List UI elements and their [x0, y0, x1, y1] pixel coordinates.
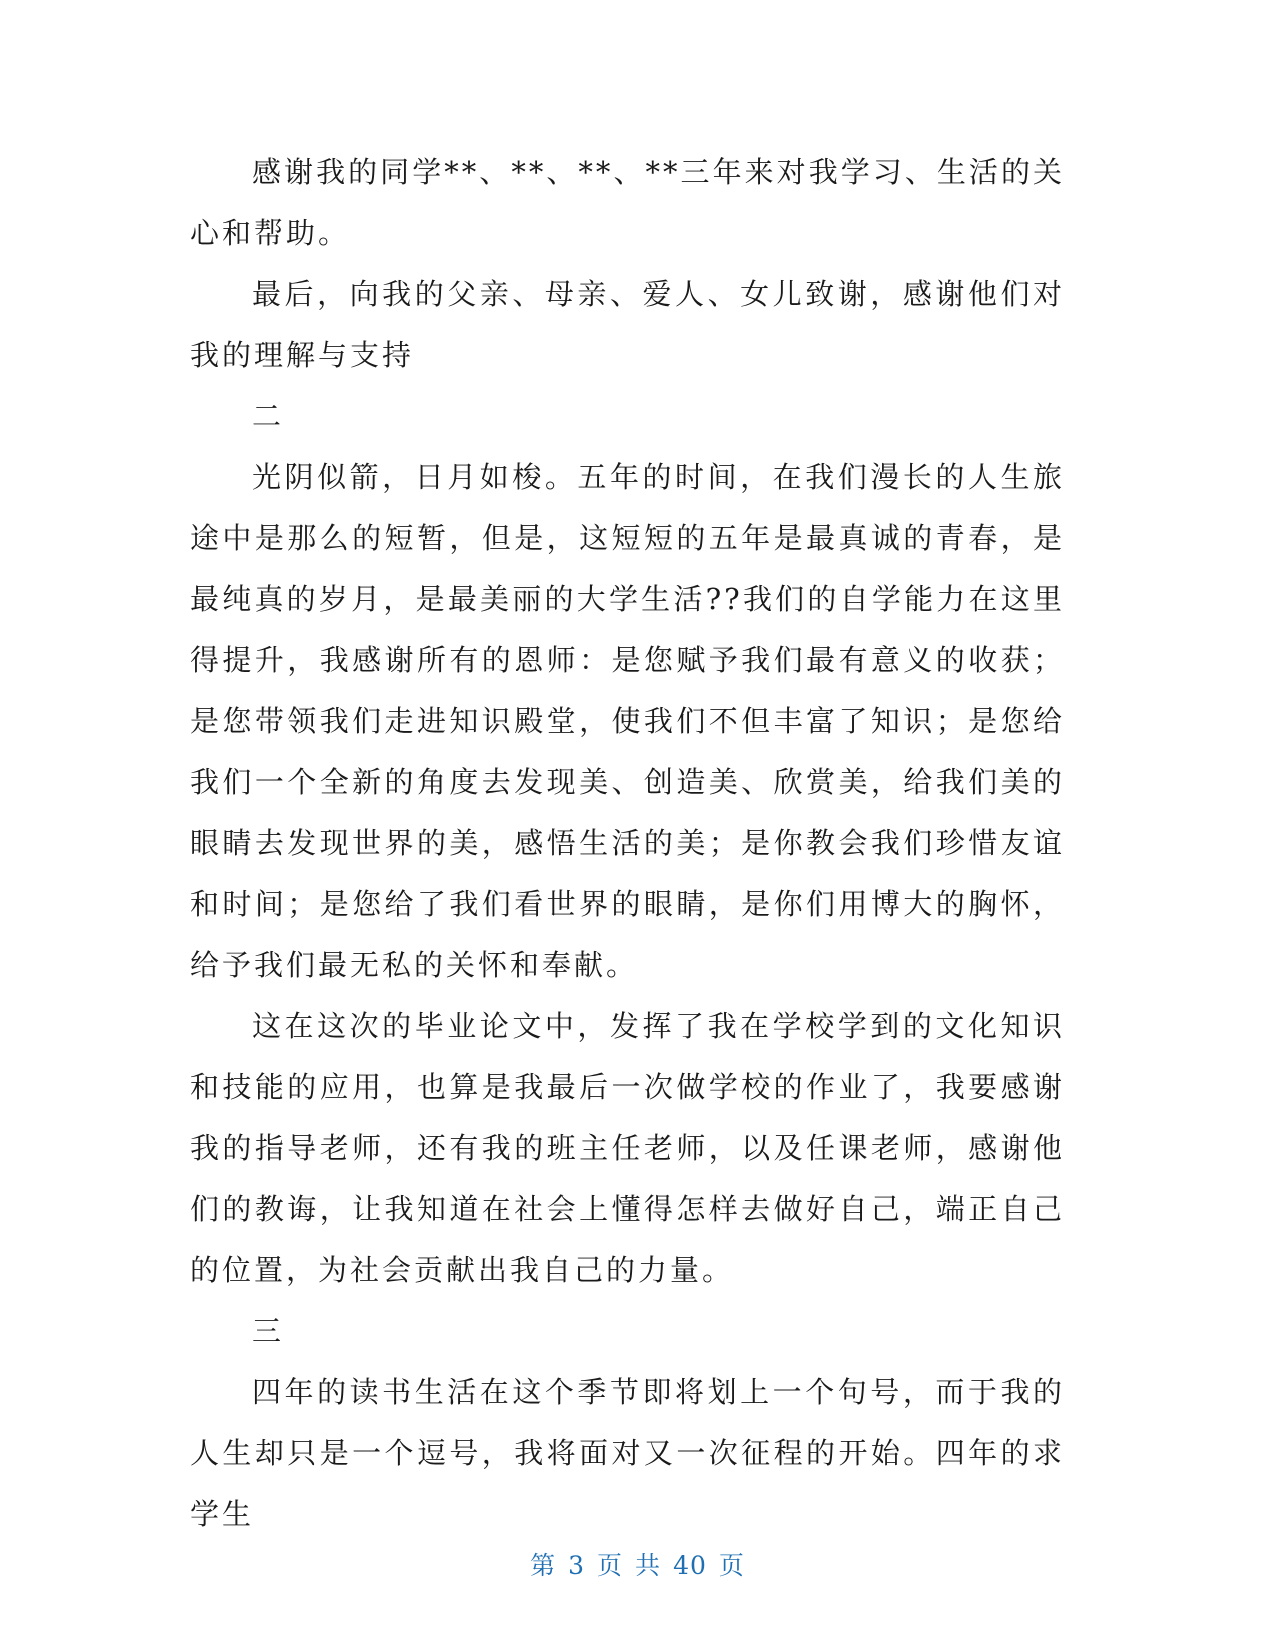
footer-page-word: 页 — [597, 1551, 624, 1580]
paragraph-thanks-classmates: 感谢我的同学**、**、**、**三年来对我学习、生活的关心和帮助。 — [190, 155, 1065, 250]
page-footer — [0, 1546, 1275, 1582]
section-marker-two: 二 — [252, 399, 285, 433]
footer-total-pages: 40 — [673, 1551, 707, 1580]
footer-current-page: 3 — [568, 1551, 586, 1580]
paragraph-thanks-family: 最后，向我的父亲、母亲、爱人、女儿致谢，感谢他们对我的理解与支持 — [190, 277, 1065, 372]
paragraph-time-flies: 光阴似箭，日月如梭。五年的时间，在我们漫长的人生旅途中是那么的短暂，但是，这短短的五年是最真诚的青春，是最纯真的岁月，是最美丽的大学生活??我们的自学能力在这里得提升，我感谢所有的恩师：是您赋予我们最有意义的收获；是您带领我们走进知识殿堂，使我们不但丰富了知识；是您给我们一个全新的角度去发现美、创造美、欣赏美，给我们美的眼睛去发现世界的美，感悟生活的美；是你教会我们珍惜友谊和时间；是您给了我们看世界的眼睛，是你们用博大的胸怀，给予我们最无私的关怀和奉献。 — [190, 460, 1065, 982]
footer-prefix: 第 — [530, 1551, 557, 1580]
footer-total-word: 共 — [635, 1551, 662, 1580]
section-marker-three: 三 — [252, 1314, 285, 1348]
document-body — [190, 142, 1065, 1545]
paragraph-four-years: 四年的读书生活在这个季节即将划上一个句号，而于我的人生却只是一个逗号，我将面对又一次征程的开始。四年的求学生 — [190, 1375, 1065, 1531]
footer-suffix: 页 — [718, 1551, 745, 1580]
paragraph-graduation-thesis: 这在这次的毕业论文中，发挥了我在学校学到的文化知识和技能的应用，也算是我最后一次做学校的作业了，我要感谢我的指导老师，还有我的班主任老师，以及任课老师，感谢他们的教诲，让我知道在社会上懂得怎样去做好自己，端正自己的位置，为社会贡献出我自己的力量。 — [190, 1009, 1065, 1287]
